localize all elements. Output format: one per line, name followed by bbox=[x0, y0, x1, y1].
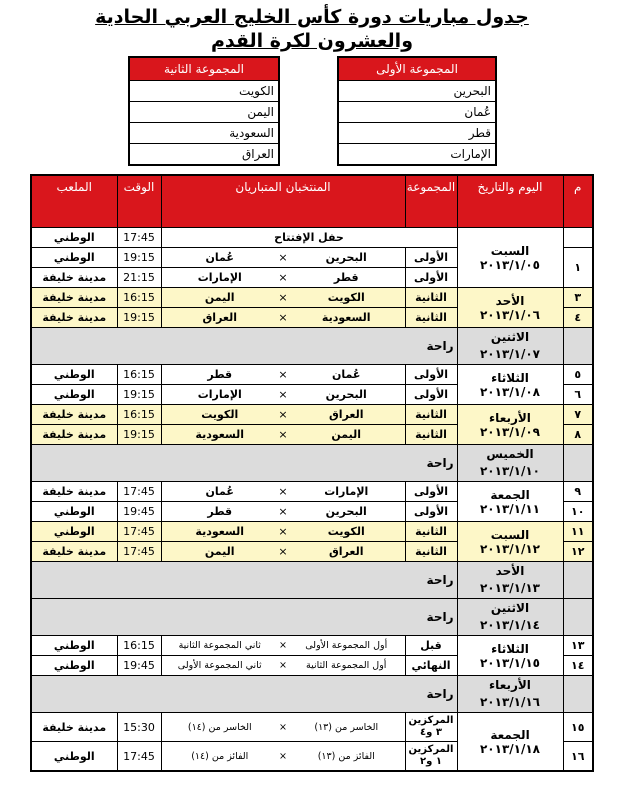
day-cell: الاثنين ٢٠١٣/١/٠٧ bbox=[457, 328, 563, 365]
table-row: ١٤ النهائي أول المجموعة الثانية × ثاني المجموعة الأولى 19:45 الوطني bbox=[31, 656, 593, 676]
header-time: الوقت bbox=[117, 175, 161, 228]
table-row: ٣ الأحد ٢٠١٣/١/٠٦ الثانية الكويت × اليمن 16:15 مدينة خليفة bbox=[31, 288, 593, 308]
table-row: ١٦ المركزين ١ و٢ الفائز من (١٣) × الفائز من (١٤) 17:45 الوطني bbox=[31, 742, 593, 772]
day-cell: الأربعاء ٢٠١٣/١/٠٩ bbox=[457, 405, 563, 445]
group-1-team: الإمارات bbox=[338, 144, 496, 166]
table-row: ١ الأولى البحرين × عُمان 19:15 الوطني bbox=[31, 248, 593, 268]
header-venue: الملعب bbox=[31, 175, 117, 228]
day-cell: الأحد ٢٠١٣/١/١٣ bbox=[457, 562, 563, 599]
rest-row: الاثنين ٢٠١٣/١/١٤ راحة bbox=[31, 599, 593, 636]
group-2-header: المجموعة الثانية bbox=[129, 57, 279, 81]
day-cell: الأحد ٢٠١٣/١/٠٦ bbox=[457, 288, 563, 328]
group-1-team: قطر bbox=[338, 123, 496, 144]
table-row: ١٣ الثلاثاء ٢٠١٣/١/١٥ قبل أول المجموعة الأولى × ثاني المجموعة الثانية 16:15 الوطني bbox=[31, 636, 593, 656]
table-row: الأولى قطر × الإمارات 21:15 مدينة خليفة bbox=[31, 268, 593, 288]
day-cell: السبت ٢٠١٣/١/١٢ bbox=[457, 522, 563, 562]
group-2-table bbox=[128, 56, 280, 166]
header-day-date: اليوم والتاريخ bbox=[457, 175, 563, 228]
day-cell: الثلاثاء ٢٠١٣/١/٠٨ bbox=[457, 365, 563, 405]
rest-row: الاثنين ٢٠١٣/١/٠٧ راحة bbox=[31, 328, 593, 365]
table-row: ٩ الجمعة ٢٠١٣/١/١١ الأولى الإمارات × عُمان 17:45 مدينة خليفة bbox=[31, 482, 593, 502]
day-cell: الجمعة ٢٠١٣/١/١١ bbox=[457, 482, 563, 522]
page-title-line-1: جدول مباريات دورة كأس الخليج العربي الحادية bbox=[95, 6, 529, 28]
day-cell: الجمعة ٢٠١٣/١/١٨ bbox=[457, 713, 563, 772]
rest-row: الخميس ٢٠١٣/١/١٠ راحة bbox=[31, 445, 593, 482]
group-1-table bbox=[337, 56, 497, 166]
group-1-team: البحرين bbox=[338, 81, 496, 102]
table-row: السبت ٢٠١٣/١/٠٥ حفل الإفتتاح 17:45 الوطني bbox=[31, 228, 593, 248]
table-row: ١٠ الأولى البحرين × قطر 19:45 الوطني bbox=[31, 502, 593, 522]
page-title-line-2: والعشرون لكرة القدم bbox=[210, 30, 414, 52]
header-group: المجموعة bbox=[405, 175, 457, 228]
table-row: ١١ السبت ٢٠١٣/١/١٢ الثانية الكويت × السعودية 17:45 الوطني bbox=[31, 522, 593, 542]
table-row: ١٥ الجمعة ٢٠١٣/١/١٨ المركزين ٣ و٤ الخاسر من (١٣) × الخاسر من (١٤) 15:30 مدينة خليفة bbox=[31, 713, 593, 742]
table-row: ٦ الأولى البحرين × الإمارات 19:15 الوطني bbox=[31, 385, 593, 405]
schedule-table bbox=[30, 174, 594, 772]
table-row: ١٢ الثانية العراق × اليمن 17:45 مدينة خليفة bbox=[31, 542, 593, 562]
table-row: ٨ الثانية اليمن × السعودية 19:15 مدينة خليفة bbox=[31, 425, 593, 445]
group-2-team: العراق bbox=[129, 144, 279, 166]
day-cell: الاثنين ٢٠١٣/١/١٤ bbox=[457, 599, 563, 636]
table-row: ٧ الأربعاء ٢٠١٣/١/٠٩ الثانية العراق × الكويت 16:15 مدينة خليفة bbox=[31, 405, 593, 425]
day-cell: السبت ٢٠١٣/١/٠٥ bbox=[457, 228, 563, 288]
day-cell: الأربعاء ٢٠١٣/١/١٦ bbox=[457, 676, 563, 713]
opening-ceremony: حفل الإفتتاح bbox=[161, 228, 457, 248]
rest-row: الأربعاء ٢٠١٣/١/١٦ راحة bbox=[31, 676, 593, 713]
group-2-team: السعودية bbox=[129, 123, 279, 144]
group-1-team: عُمان bbox=[338, 102, 496, 123]
table-row: ٥ الثلاثاء ٢٠١٣/١/٠٨ الأولى عُمان × قطر 16:15 الوطني bbox=[31, 365, 593, 385]
group-2-team: الكويت bbox=[129, 81, 279, 102]
header-teams: المنتخبان المتباريان bbox=[161, 175, 405, 228]
header-num: م bbox=[563, 175, 593, 228]
table-row: ٤ الثانية السعودية × العراق 19:15 مدينة خليفة bbox=[31, 308, 593, 328]
day-cell: الثلاثاء ٢٠١٣/١/١٥ bbox=[457, 636, 563, 676]
group-1-header: المجموعة الأولى bbox=[338, 57, 496, 81]
group-2-team: اليمن bbox=[129, 102, 279, 123]
rest-row: الأحد ٢٠١٣/١/١٣ راحة bbox=[31, 562, 593, 599]
day-cell: الخميس ٢٠١٣/١/١٠ bbox=[457, 445, 563, 482]
